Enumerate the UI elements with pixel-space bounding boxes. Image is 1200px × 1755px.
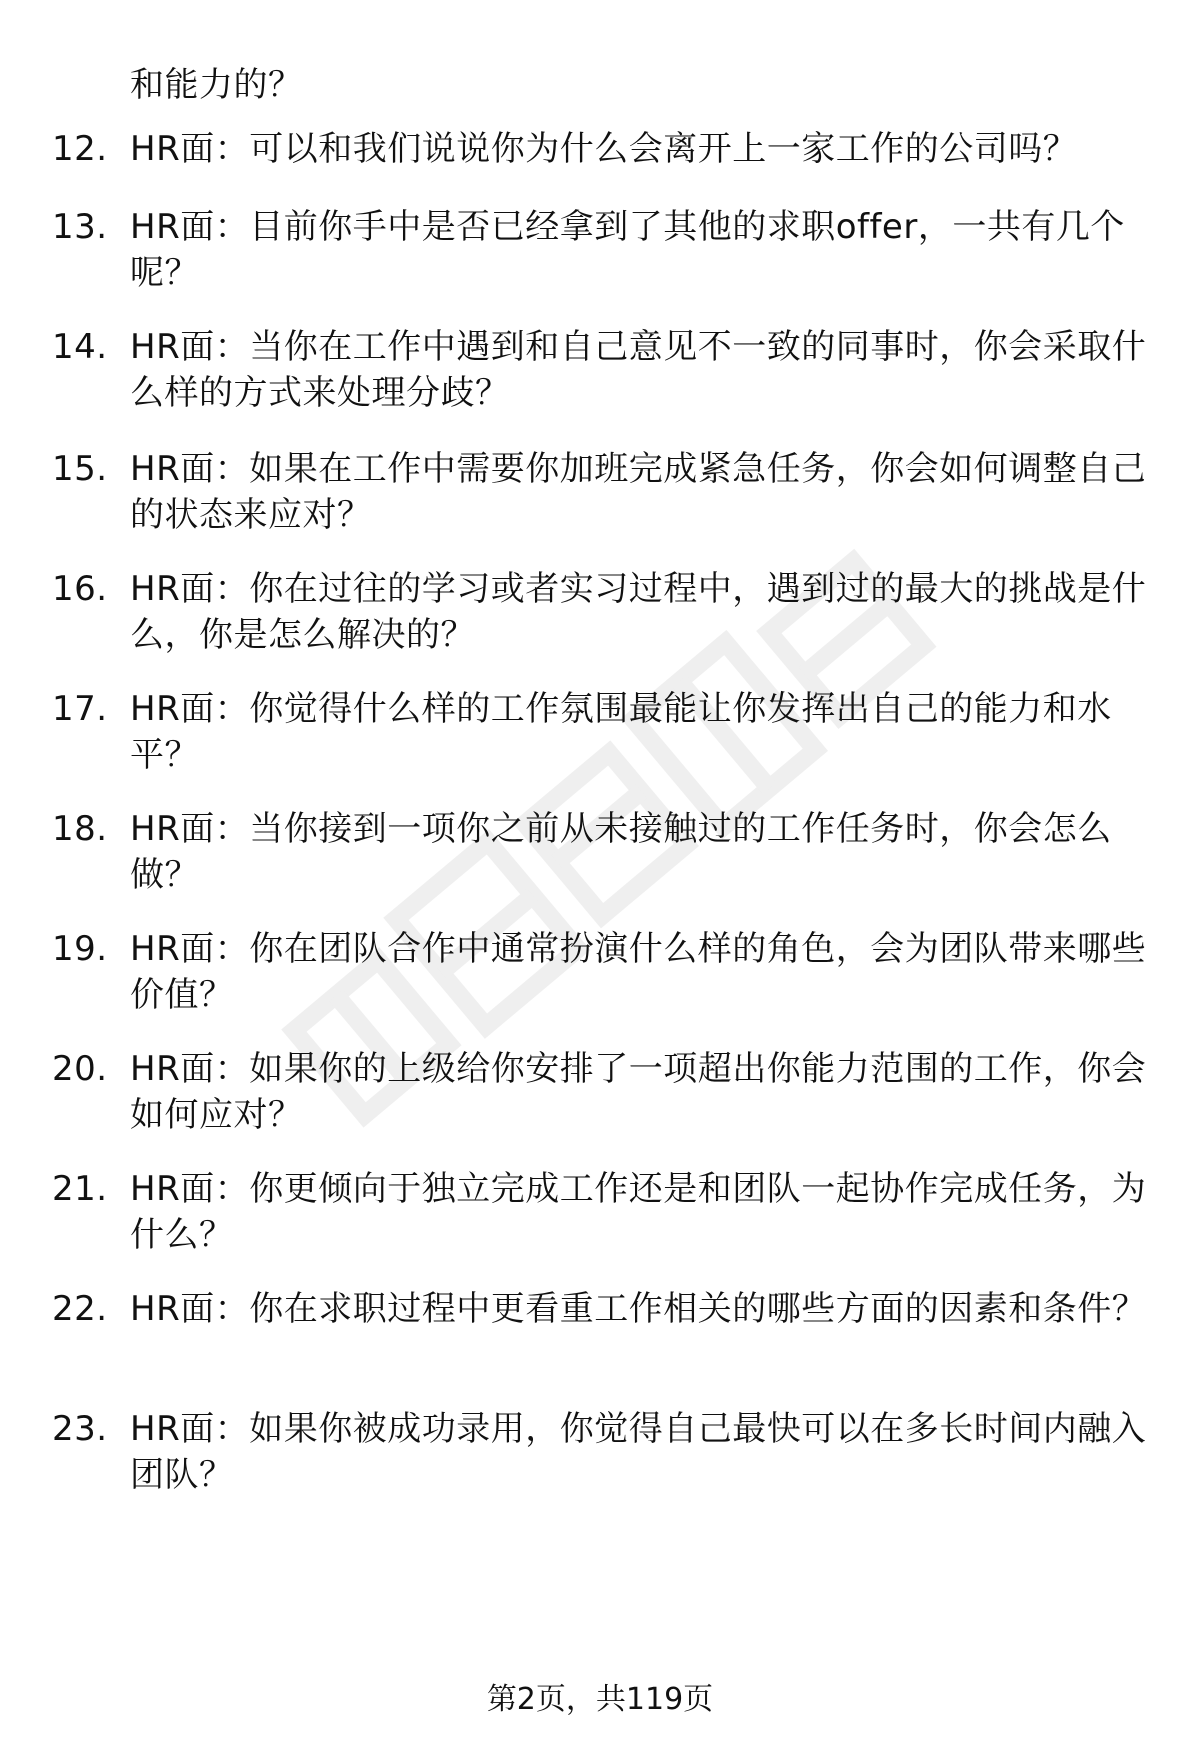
list-item <box>52 446 1160 538</box>
item-number: 16. <box>52 569 108 609</box>
list-item <box>52 686 1160 778</box>
item-text: HR面：你觉得什么样的工作氛围最能让你发挥出自己的能力和水平？ <box>130 689 1112 775</box>
list-item <box>52 324 1160 416</box>
item-text: HR面：如果你被成功录用，你觉得自己最快可以在多长时间内融入团队？ <box>130 1409 1147 1495</box>
item-number: 23. <box>52 1409 108 1449</box>
item-text: HR面：你在求职过程中更看重工作相关的哪些方面的因素和条件？ <box>130 1289 1147 1329</box>
item-text: HR面：当你接到一项你之前从未接触过的工作任务时，你会怎么做？ <box>130 809 1112 895</box>
list-item <box>52 1406 1160 1498</box>
item-number: 13. <box>52 207 108 247</box>
list-item <box>52 1046 1160 1138</box>
item-text: HR面：如果在工作中需要你加班完成紧急任务，你会如何调整自己的状态来应对？ <box>130 449 1147 535</box>
list-item <box>52 926 1160 1018</box>
list-item <box>52 566 1160 658</box>
item-number: 18. <box>52 809 108 849</box>
item-number: 12. <box>52 129 108 169</box>
list-item <box>52 1166 1160 1258</box>
item-number: 19. <box>52 929 108 969</box>
item-text: HR面：你在团队合作中通常扮演什么样的角色，会为团队带来哪些价值？ <box>130 929 1147 1015</box>
item-number: 20. <box>52 1049 108 1089</box>
list-item <box>52 1286 1160 1332</box>
continued-question-line: 和能力的？ <box>130 65 303 105</box>
item-text: HR面：可以和我们说说你为什么会离开上一家工作的公司吗？ <box>130 129 1078 169</box>
item-number: 17. <box>52 689 108 729</box>
item-text: HR面：你在过往的学习或者实习过程中，遇到过的最大的挑战是什么，你是怎么解决的？ <box>130 569 1147 655</box>
list-item <box>52 806 1160 898</box>
item-number: 14. <box>52 327 108 367</box>
item-text: HR面：如果你的上级给你安排了一项超出你能力范围的工作，你会如何应对？ <box>130 1049 1147 1135</box>
list-item <box>52 204 1160 296</box>
item-number: 21. <box>52 1169 108 1209</box>
item-text: HR面：当你在工作中遇到和自己意见不一致的同事时，你会采取什么样的方式来处理分歧？ <box>130 327 1147 413</box>
item-text: HR面：目前你手中是否已经拿到了其他的求职offer，一共有几个呢？ <box>130 207 1125 293</box>
item-number: 22. <box>52 1289 108 1329</box>
item-text: HR面：你更倾向于独立完成工作还是和团队一起协作完成任务，为什么？ <box>130 1169 1147 1255</box>
list-item <box>52 126 1160 172</box>
page-footer: 第2页，共119页 <box>486 1682 714 1717</box>
item-number: 15. <box>52 449 108 489</box>
